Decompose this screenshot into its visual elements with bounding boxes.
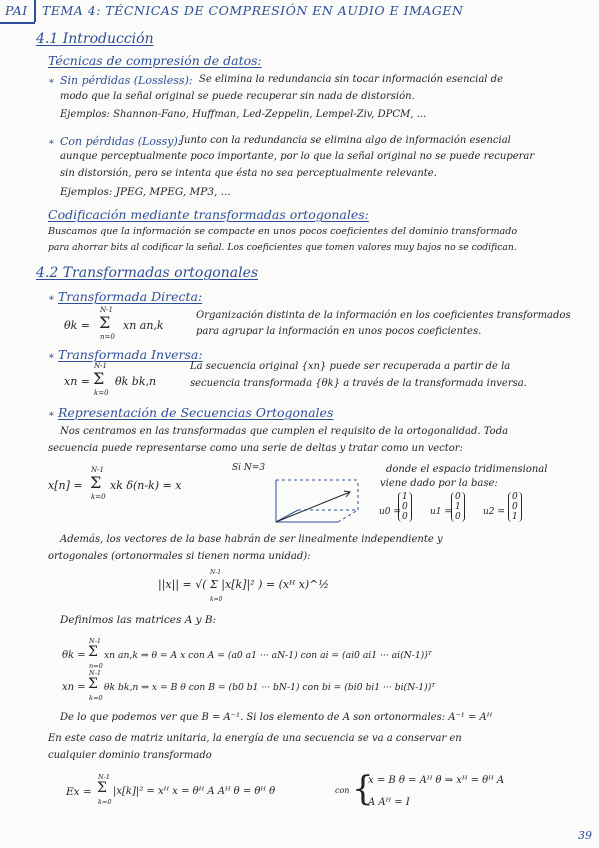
rep-sum-upper: N-1 [91, 466, 104, 474]
norm-sum-upper: N-1 [210, 569, 222, 576]
eqB-sum-upper: N-1 [89, 669, 102, 677]
eqB-lhs: xn = [62, 682, 86, 693]
rep-sum-lower: k=0 [91, 493, 106, 501]
sketch-label: Si N=3 [232, 463, 266, 473]
lossless-heading: Sin pérdidas (Lossless): [60, 74, 193, 87]
page-number: 39 [578, 829, 592, 842]
bullet-star: ∗ [48, 76, 55, 87]
inverse-sum-lower: k=0 [94, 389, 109, 397]
lossy-line-2: aunque perceptualmente poco importante, por lo que la señal original no se puede recuperar [60, 151, 535, 162]
sum-symbol: Σ [97, 780, 107, 796]
basis-line-2: ortogonales (ortonormales si tienen norma unidad): [48, 551, 311, 562]
energy-cond-1: x = B θ = Aᴴ θ ⇒ xᴴ = θᴴ A [368, 775, 505, 786]
unitary-line-3: cualquier dominio transformado [48, 750, 212, 761]
sum-symbol: Σ [99, 313, 111, 332]
direct-desc-2: para agrupar la información en unos pocos coeficientes. [196, 326, 482, 337]
eqB-rest: θk bk,n ⇒ x = B θ con B = (b0 b1 ··· bN-1) con bi = (bi0 bi1 ··· bi(N-1))ᵀ [104, 682, 436, 693]
section-4-1-title: 4.1 Introducción [36, 31, 154, 47]
lossy-line-1: Junto con la redundancia se elimina algo de información esencial [180, 135, 511, 146]
inverse-desc-2: secuencia transformada {θk} a través de la transformada inversa. [190, 378, 527, 389]
u1-vector: 0 1 0 [451, 492, 465, 522]
bullet-star: ∗ [48, 137, 55, 148]
u2-label: u2 = [483, 507, 505, 517]
bullet-star: ∗ [48, 351, 55, 362]
rep-eq-term: xk δ(n-k) = x [110, 479, 182, 492]
rep-line-1: Nos centramos en las transformadas que cumplen el requisito de la ortogonalidad. Toda [60, 426, 509, 437]
inverse-sum-upper: N-1 [94, 362, 107, 370]
u0-vector: 1 0 0 [398, 492, 412, 522]
sum-symbol: Σ [90, 473, 102, 492]
unitary-line-2: En este caso de matriz unitaria, la energía de una secuencia se va a conservar en [48, 733, 462, 744]
coding-line-2: para ahorrar bits al codificar la señal. Los coeficientes que tomen valores muy bajos no se codifican. [48, 242, 517, 253]
rep-eq-lhs: x[n] = [48, 479, 83, 492]
lossless-line-1: Se elimina la redundancia sin tocar información esencial de [199, 74, 503, 85]
direct-sum-lower: n=0 [100, 333, 115, 341]
space-desc-1: donde el espacio tridimensional [386, 464, 548, 475]
energy-lhs: Ex = [66, 786, 92, 798]
section-4-2-title: 4.2 Transformadas ortogonales [36, 265, 259, 281]
header-divider [34, 0, 36, 22]
header-topic: TEMA 4: TÉCNICAS DE COMPRESIÓN EN AUDIO E IMAGEN [42, 3, 464, 18]
space-desc-2: viene dado por la base: [380, 478, 498, 489]
sum-symbol: Σ [93, 369, 105, 388]
orthogonal-sequences-heading: Representación de Secuencias Ortogonales [58, 405, 334, 420]
basis-line-1: Además, los vectores de la base habrán de ser linealmente independiente y [60, 534, 443, 545]
coding-line-1: Buscamos que la información se compacte en unos pocos coeficientes del dominio transformado [48, 226, 518, 237]
energy-sum-lower: k=0 [98, 798, 112, 806]
energy-sum-upper: N-1 [98, 773, 111, 781]
direct-transform-heading: Transformada Directa: [58, 289, 203, 304]
direct-desc-1: Organización distinta de la información en los coeficientes transformados [196, 310, 571, 321]
norm-eq: ||x|| = √( Σ |x[k]|² ) = (xᴴ x)^½ [158, 578, 329, 591]
rep-line-2: secuencia puede representarse como una serie de deltas y tratar como un vector: [48, 443, 463, 454]
orthogonal-coding-heading: Codificación mediante transformadas ortogonales: [48, 207, 369, 222]
inverse-transform-heading: Transformada Inversa: [58, 347, 203, 362]
lossless-line-2: modo que la señal original se puede recuperar sin nada de distorsión. [60, 91, 415, 102]
define-matrices: Definimos las matrices A y B: [60, 614, 217, 626]
inverse-eq-term: θk bk,n [115, 375, 157, 388]
lossy-line-3: sin distorsión, pero se intenta que ésta no sea perceptualmente relevante. [60, 168, 437, 179]
bullet-star: ∗ [48, 409, 55, 420]
u2-vector: 0 0 1 [508, 492, 522, 522]
3d-space-sketch [268, 470, 368, 530]
course-code: PAI [5, 3, 28, 18]
brace: { [352, 769, 374, 809]
lossless-examples: Ejemplos: Shannon-Fano, Huffman, Led-Zeppelin, Lempel-Ziv, DPCM, ... [60, 109, 427, 120]
eqA-lhs: θk = [62, 650, 86, 661]
eqB-sum-lower: k=0 [89, 694, 103, 702]
sum-symbol: Σ [88, 676, 98, 692]
header-underline [0, 22, 35, 24]
lossy-heading: Con pérdidas (Lossy): [60, 135, 182, 148]
eqA-sum-lower: n=0 [89, 662, 103, 670]
compression-techniques-heading: Técnicas de compresión de datos: [48, 53, 262, 68]
direct-eq-lhs: θk = [64, 319, 91, 332]
u0-label: u0 = [379, 507, 401, 517]
sum-symbol: Σ [88, 644, 98, 660]
direct-eq-term: xn an,k [123, 319, 164, 332]
eqA-sum-upper: N-1 [89, 637, 102, 645]
direct-sum-upper: N-1 [100, 306, 113, 314]
bullet-star: ∗ [48, 293, 55, 304]
u1-label: u1 = [430, 507, 452, 517]
unitary-line-1: De lo que podemos ver que B = A⁻¹. Si los elemento de A son ortonormales: A⁻¹ = Aᴴ [60, 712, 493, 723]
energy-with: con [335, 786, 350, 795]
norm-sum-lower: k=0 [210, 596, 223, 603]
eqA-rest: xn an,k ⇒ θ = A x con A = (a0 a1 ··· aN-1) con ai = (ai0 ai1 ··· ai(N-1))ᵀ [104, 650, 432, 661]
inverse-desc-1: La secuencia original {xn} puede ser recuperada a partir de la [190, 361, 511, 372]
energy-rest: |x[k]|² = xᴴ x = θᴴ A Aᴴ θ = θᴴ θ [113, 786, 276, 797]
energy-cond-2: A Aᴴ = I [368, 797, 410, 808]
lossy-examples: Ejemplos: JPEG, MPEG, MP3, ... [60, 186, 231, 198]
inverse-eq-lhs: xn = [64, 375, 91, 388]
